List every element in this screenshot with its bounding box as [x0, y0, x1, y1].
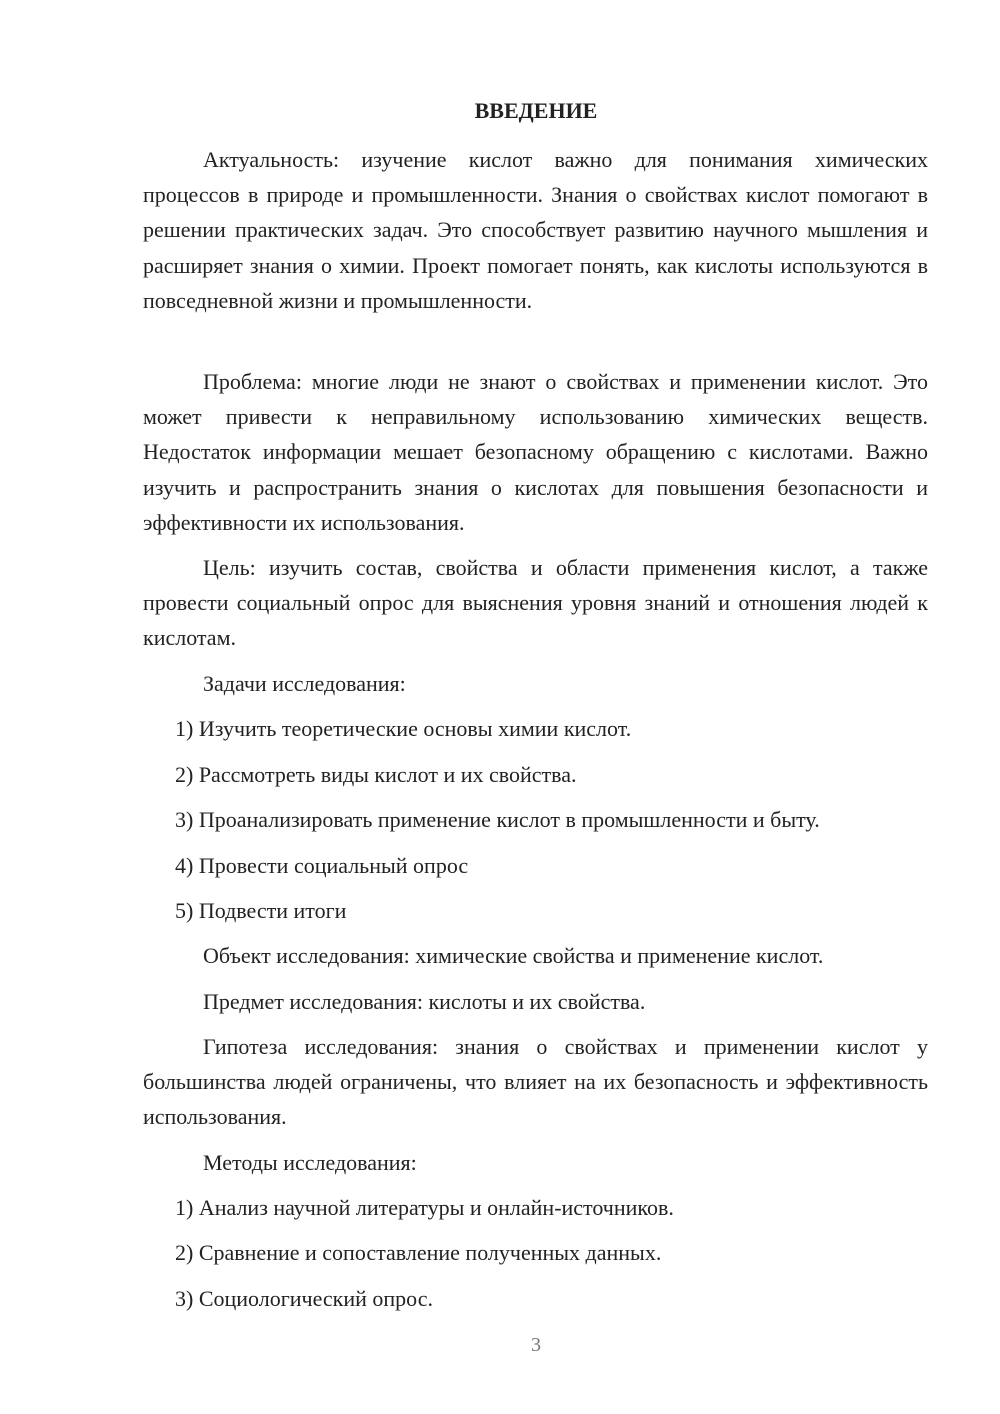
- method-item: 2) Сравнение и сопоставление полученных данных.: [175, 1240, 662, 1265]
- paragraph-hypothesis: Гипотеза исследования: знания о свойствах и применении кислот у большинства людей ограничены, что влияет на их безопасность и эффективность использования.: [143, 1034, 928, 1130]
- paragraph-goal: Цель: изучить состав, свойства и области применения кислот, а также провести социальный опрос для выяснения уровня знаний и отношения людей к кислотам.: [143, 555, 928, 651]
- task-item: 2) Рассмотреть виды кислот и их свойства.: [175, 762, 577, 787]
- method-item: 3) Социологический опрос.: [175, 1286, 433, 1311]
- paragraph-object: Объект исследования: химические свойства и применение кислот.: [203, 943, 824, 968]
- tasks-heading: Задачи исследования:: [203, 671, 406, 696]
- paragraph-problem: Проблема: многие люди не знают о свойствах и применении кислот. Это может привести к неправильному использованию химических веществ. Недостаток информации мешает безопасному обращению с кислотами. Важно изучить и распространить знания о кислотах для повышения безопасности и эффективности их использования.: [143, 369, 928, 535]
- task-item: 3) Проанализировать применение кислот в промышленности и быту.: [175, 807, 820, 832]
- task-item: 5) Подвести итоги: [175, 898, 347, 923]
- method-item: 1) Анализ научной литературы и онлайн-источников.: [175, 1195, 674, 1220]
- methods-heading: Методы исследования:: [203, 1150, 417, 1175]
- paragraph-subject: Предмет исследования: кислоты и их свойства.: [203, 989, 646, 1014]
- page-number: 3: [531, 1334, 541, 1356]
- task-item: 1) Изучить теоретические основы химии кислот.: [175, 716, 632, 741]
- task-item: 4) Провести социальный опрос: [175, 853, 469, 878]
- section-title: ВВЕДЕНИЕ: [474, 98, 598, 123]
- paragraph-relevance: Актуальность: изучение кислот важно для понимания химических процессов в природе и промышленности. Знания о свойствах кислот помогают в решении практических задач. Это способствует развитию научного мышления и расширяет знания о химии. Проект помогает понять, как кислоты используются в повседневной жизни и промышленности.: [143, 147, 928, 313]
